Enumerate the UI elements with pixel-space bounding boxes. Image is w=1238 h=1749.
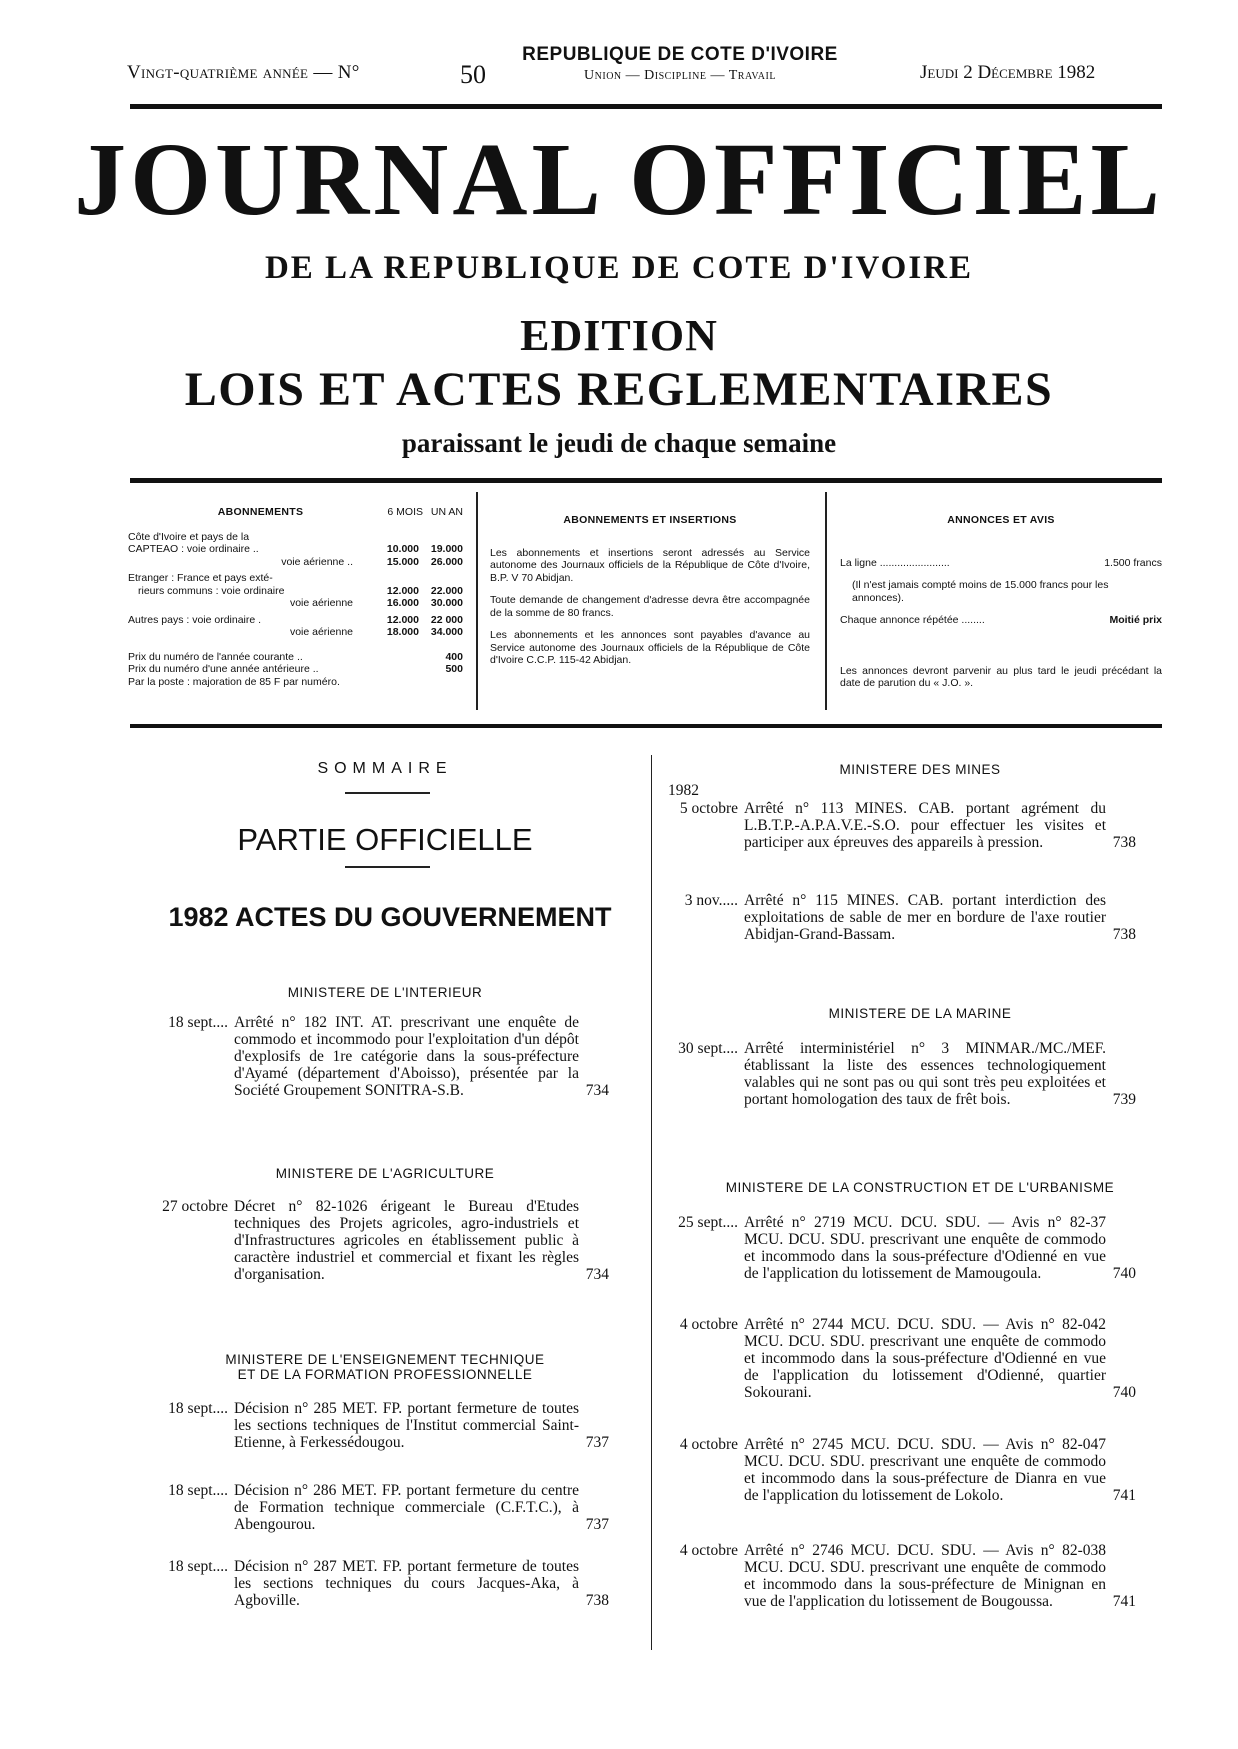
subscriptions-col1: 6 MOIS	[387, 506, 423, 518]
subscription-row: Côte d'Ivoire et pays de la	[128, 530, 250, 543]
motto: Union — Discipline — Travail	[584, 68, 776, 83]
annonces-heading: ANNONCES ET AVIS	[947, 514, 1055, 526]
list-item: 18 sept.... Décision n° 287 MET. FP. portant fermeture de toutes les sections techniques du cours Jacques-Aka, à Agboville. 738	[168, 1558, 609, 1609]
price-row: Prix du numéro de l'année courante .. 400	[128, 650, 463, 663]
subscription-row: voie aérienne 16.000 30.000	[289, 597, 463, 609]
masthead-rule-top	[130, 478, 1162, 483]
ministry-heading: MINISTERE DE LA MARINE	[828, 1006, 1012, 1021]
ministry-heading: MINISTERE DES MINES	[839, 762, 1001, 777]
subscriptions-box	[128, 506, 463, 688]
list-item: 27 octobre Décret n° 82-1026 érigeant le Bureau d'Etudes techniques des Projets agricoles, agro-industriels et d'Infrastructures agricoles en établissement public à caractère industriel et commercial et fixant les règles d'organisation. 734	[162, 1198, 609, 1283]
sommaire-title: SOMMAIRE	[317, 760, 453, 777]
list-item: 4 octobre Arrêté n° 2744 MCU. DCU. SDU. — Avis n° 82-042 MCU. DCU. SDU. prescrivant une enquête de commodo et incommodo dans la sous-préfecture d'Odienné en vue de l'application du lotissement d'Odienné, quartier Sokourani. 740	[679, 1316, 1136, 1401]
actes-gouvernement: 1982 ACTES DU GOUVERNEMENT	[168, 902, 612, 932]
insertions-paragraph: Les abonnements et les annonces sont payables d'avance au Service autonome des Journaux officiels de la République de Côte d'Ivoire C.C.P. 115-42 Abidjan.	[490, 629, 810, 666]
subscription-row: CAPTEAO : voie ordinaire .. 10.000 19.000	[128, 543, 463, 555]
list-item: 18 sept.... Arrêté n° 182 INT. AT. prescrivant une enquête de commodo et incommodo pour l'exploitation d'un dépôt d'explosifs de 1re catégorie dans la sous-préfecture d'Ayamé (département d'Aboisso), présentée par la Société Groupement SONITRA-S.B. 734	[168, 1014, 609, 1099]
list-item: 25 sept.... Arrêté n° 2719 MCU. DCU. SDU. — Avis n° 82-37 MCU. DCU. SDU. prescrivant une enquête de commodo et incommodo dans la sous-préfecture d'Odienné en vue de l'application du lotissement de Mamougoula. 740	[678, 1214, 1136, 1282]
sommaire-rule	[345, 792, 430, 794]
annonces-line-row: La ligne ........................ 1.500 francs	[840, 556, 1162, 569]
annonces-box	[840, 514, 1162, 690]
info-box-rule	[130, 724, 1162, 728]
frequency-line: paraissant le jeudi de chaque semaine	[401, 428, 837, 458]
ministry-heading: MINISTERE DE L'INTERIEUR	[287, 985, 483, 1000]
insertions-paragraph: Les abonnements et insertions seront adressés au Service autonome des Journaux officiels de la République de Côte d'Ivoire, B.P. V 70 Abidjan.	[490, 546, 810, 584]
edition-type: LOIS ET ACTES REGLEMENTAIRES	[184, 363, 1054, 416]
insertions-paragraph: Toute demande de changement d'adresse devra être accompagnée de la somme de 80 francs.	[490, 594, 810, 619]
issue-number: 50	[460, 60, 486, 89]
republic-block	[470, 44, 890, 84]
price-row: Par la poste : majoration de 85 F par numéro.	[128, 675, 340, 688]
republic-name: REPUBLIQUE DE COTE D'IVOIRE	[522, 44, 838, 65]
ministry-heading: MINISTERE DE LA CONSTRUCTION ET DE L'URBANISME	[725, 1180, 1115, 1195]
info-separator-2	[825, 492, 827, 710]
subscription-row: voie aérienne 18.000 34.000	[289, 626, 463, 638]
list-item: 4 octobre Arrêté n° 2746 MCU. DCU. SDU. — Avis n° 82-038 MCU. DCU. SDU. prescrivant une enquête de commodo et incommodo dans la sous-préfecture de Minignan en vue de l'application du lotissement de Bougoussa. 741	[679, 1542, 1136, 1610]
year-label-right: 1982	[668, 782, 699, 799]
annonces-repeat-row: Chaque annonce répétée ........ Moitié prix	[840, 614, 1162, 626]
subscription-row: voie aérienne .. 15.000 26.000	[281, 555, 463, 568]
subscription-row: Autres pays : voie ordinaire . 12.000 22 000	[128, 613, 463, 626]
subscription-row: Etranger : France et pays exté-	[128, 572, 273, 584]
list-item: 18 sept.... Décision n° 285 MET. FP. portant fermeture de toutes les sections techniques de l'Institut commercial Saint-Etienne, à Ferkessédougou. 737	[168, 1400, 609, 1451]
price-row: Prix du numéro d'une année antérieure .. 500	[128, 663, 463, 675]
journal-subtitle: DE LA REPUBLIQUE DE COTE D'IVOIRE	[264, 250, 974, 286]
subscription-row: rieurs communs : voie ordinaire 12.000 22.000	[138, 584, 463, 597]
issue-date: Jeudi 2 Décembre 1982	[920, 62, 1096, 83]
journal-title: JOURNAL OFFICIEL	[74, 122, 1164, 237]
list-item: 30 sept.... Arrêté interministériel n° 3 MINMAR./MC./MEF. établissant la liste des essences technologiquement valables qui ne sont pas ou qui sont très peu exploitées et portant homologation des taux de frêt bois. 739	[678, 1040, 1136, 1108]
list-item: 5 octobre Arrêté n° 113 MINES. CAB. portant agrément du L.B.T.P.-A.P.A.V.E.-S.O. pour effectuer les visites et participer aux épreuves des appareils à pression. 738	[679, 800, 1136, 851]
list-item: 4 octobre Arrêté n° 2745 MCU. DCU. SDU. — Avis n° 82-047 MCU. DCU. SDU. prescrivant une enquête de commodo et incommodo dans la sous-préfecture de Dianra en vue de l'application du lotissement de Lokolo. 741	[679, 1436, 1136, 1504]
subscriptions-heading: ABONNEMENTS	[217, 506, 304, 518]
list-item: 3 nov..... Arrêté n° 115 MINES. CAB. portant interdiction des exploitations de sable de mer en bordure de l'axe routier Abidjan-Grand-Bassam. 738	[684, 892, 1136, 943]
column-separator	[651, 755, 652, 1650]
info-separator-1	[476, 492, 478, 710]
insertions-box	[490, 514, 810, 667]
insertions-heading: ABONNEMENTS ET INSERTIONS	[563, 514, 737, 526]
ministry-heading: MINISTERE DE L'AGRICULTURE	[275, 1166, 495, 1181]
year-label: Vingt-quatrième année — N°	[127, 62, 360, 83]
partie-rule	[345, 866, 430, 868]
annonces-deadline: Les annonces devront parvenir au plus tard le jeudi précédant la date de parution du « J.O. ».	[840, 664, 1162, 689]
header-rule	[130, 104, 1162, 109]
annonces-note: (Il n'est jamais compté moins de 15.000 francs pour les annonces).	[852, 579, 1109, 604]
partie-officielle: PARTIE OFFICIELLE	[237, 822, 533, 857]
subscriptions-col2: UN AN	[430, 506, 463, 518]
edition-label: EDITION	[520, 311, 718, 360]
ministry-heading: MINISTERE DE L'ENSEIGNEMENT TECHNIQUE ET DE LA FORMATION PROFESSIONNELLE	[225, 1352, 545, 1382]
list-item: 18 sept.... Décision n° 286 MET. FP. portant fermeture du centre de Formation technique commerciale (C.F.T.C.), à Abengourou. 737	[168, 1482, 609, 1533]
